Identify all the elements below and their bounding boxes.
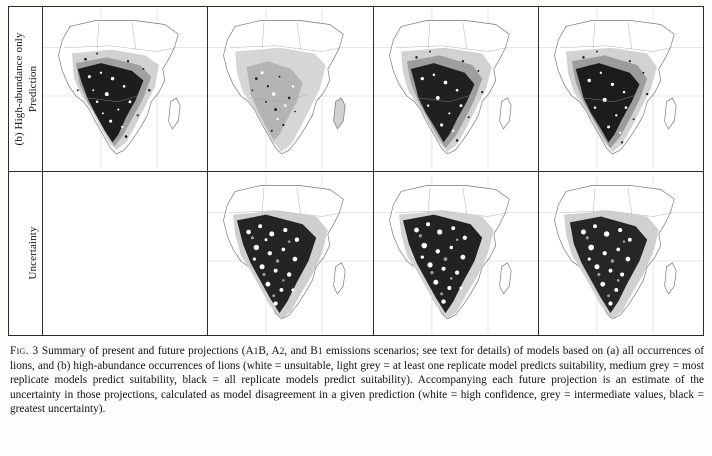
map-cell-prediction-present [43,7,207,171]
map-grid [43,7,703,335]
africa-map-prediction-b1 [539,7,703,171]
map-cell-uncertainty-b1 [538,172,703,336]
figure-caption-p4: emissions scenarios; see text for details) of models based on (a) all occurrences of lions, and (b) high-abundance occurrences of lions (white = unsuitable, light grey = at least one replicate model predicts suitability, medium grey = most replicate models predict suitability, black = all replicate models predict suitability). Accompanying each future projection is an estimate of the uncertainty in those projections, calculated as model disagreement in a given prediction (white = high confidence, grey = intermediate values, black = greatest uncertainty). [10,345,705,415]
figure-caption-p1: Summary of present and future projections (A [41,345,254,357]
figure-caption-sub3: 1 [317,347,323,357]
row-label-outer-b: (b) High-abundance only [13,32,25,146]
africa-map-uncertainty-a1b [208,172,372,336]
map-row-uncertainty [43,171,703,336]
figure-caption-sub2: 2 [279,347,285,357]
figure-caption-p3: , and B [284,345,318,357]
map-cell-uncertainty-a2 [373,172,538,336]
row-label-column [9,7,43,335]
africa-map-prediction-a2 [374,7,538,171]
map-row-prediction [43,7,703,171]
figure-caption-p2: B, A [258,345,280,357]
row-label-prediction-text: Prediction [27,65,39,112]
figure-caption [10,344,704,416]
map-cell-prediction-b1 [538,7,703,171]
map-cell-uncertainty-blank [43,172,207,336]
figure-caption-label: Fig. 3 [10,345,39,357]
figure-caption-sub1: 1 [253,347,259,357]
map-cell-prediction-a1b [207,7,372,171]
row-label-uncertainty [9,171,42,336]
figure-3-panel-grid [8,6,704,336]
africa-map-prediction-a1b [208,7,372,171]
map-cell-prediction-a2 [373,7,538,171]
africa-map-uncertainty-b1 [539,172,703,336]
row-label-uncertainty-text: Uncertainty [27,226,39,280]
map-cell-uncertainty-a1b [207,172,372,336]
row-label-prediction [9,7,42,171]
africa-map-prediction-present [43,7,207,171]
africa-map-uncertainty-a2 [374,172,538,336]
